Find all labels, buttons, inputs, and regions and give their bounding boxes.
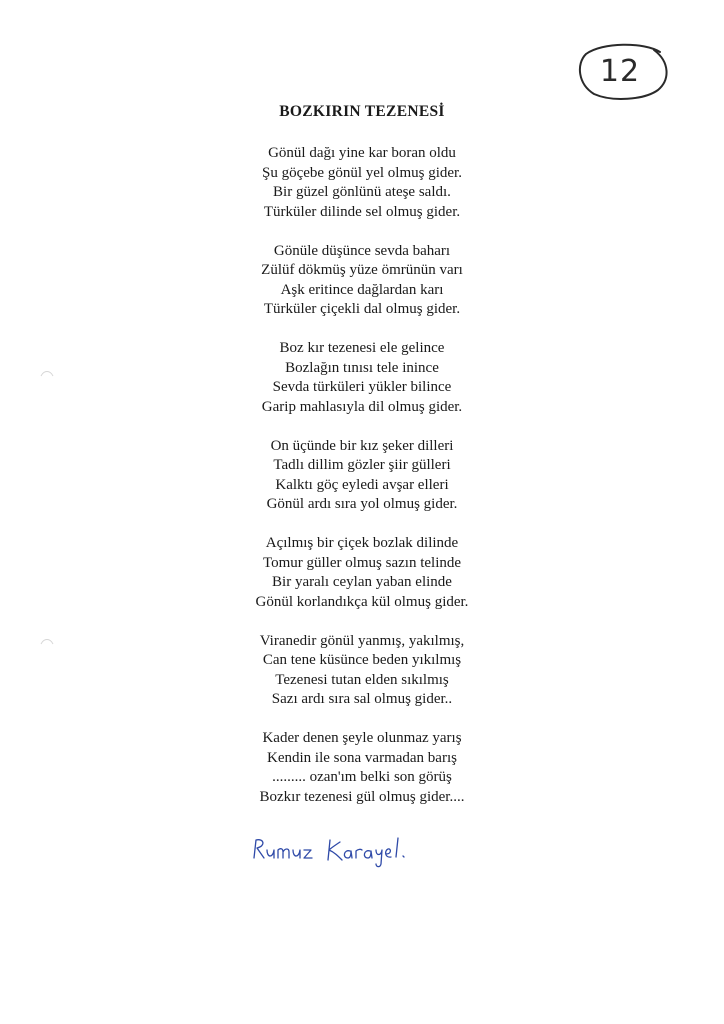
poem-line: Bozkır tezenesi gül olmuş gider.... xyxy=(259,788,465,805)
handwritten-signature xyxy=(250,834,410,870)
poem-line: Gönül korlandıkça kül olmuş gider. xyxy=(255,593,469,610)
poem-line: Bozlağın tınısı tele inince xyxy=(285,359,439,376)
poem-line: Tomur güller olmuş sazın telinde xyxy=(262,554,462,571)
poem-body xyxy=(0,144,724,827)
poem-line: On üçünde bir kız şeker dilleri xyxy=(270,437,454,454)
poem-title: BOZKIRIN TEZENESİ xyxy=(279,103,445,120)
poem-line: Kader denen şeyle olunmaz yarış xyxy=(262,730,462,746)
poem-line: Bir yaralı ceylan yaban elinde xyxy=(272,574,452,590)
poem-line: Viranedir gönül yanmış, yakılmış, xyxy=(259,632,465,649)
poem-line: Gönül ardı sıra yol olmuş gider. xyxy=(266,496,458,512)
poem-line: Türküler dilinde sel olmuş gider. xyxy=(263,203,461,220)
poem-line: Sazı ardı sıra sal olmuş gider.. xyxy=(271,691,453,707)
poem-line: Sevda türküleri yükler bilince xyxy=(272,379,452,395)
poem-line: Bir güzel gönlünü ateşe saldı. xyxy=(273,184,451,200)
poem-line: Boz kır tezenesi ele gelince xyxy=(279,340,445,356)
poem-line: Aşk eritince dağlardan karı xyxy=(280,281,444,298)
scan-artifact xyxy=(40,632,54,640)
poem-line: Tezenesi tutan elden sıkılmış xyxy=(275,671,449,688)
poem-line: Gönül dağı yine kar boran oldu xyxy=(268,145,456,161)
poem-line: Türküler çiçekli dal olmuş gider. xyxy=(263,301,461,317)
poem-line: Can tene küsünce beden yıkılmış xyxy=(262,652,462,668)
poem-line: Garip mahlasıyla dil olmuş gider. xyxy=(261,398,463,415)
poem-line: Tadlı dillim gözler şiir gülleri xyxy=(273,457,451,473)
poem-line: Zülüf dökmüş yüze ömrünün varı xyxy=(261,262,463,278)
page-number-mark xyxy=(574,38,674,104)
signature-icon xyxy=(250,834,410,870)
poem-line: Kalktı göç eyledi avşar elleri xyxy=(275,476,449,493)
poem-line: Kendin ile sona varmadan barış xyxy=(267,749,457,766)
stanza xyxy=(0,729,724,807)
stanza xyxy=(0,632,724,710)
stanza xyxy=(0,144,724,222)
stanza xyxy=(0,339,724,417)
poem-line: Gönüle düşünce sevda baharı xyxy=(273,242,451,259)
poem-line: ......... ozan'ım belki son görüş xyxy=(272,769,452,785)
page-number: 12 xyxy=(599,53,641,89)
stanza xyxy=(0,242,724,320)
stanza xyxy=(0,437,724,515)
scan-artifact xyxy=(40,364,54,372)
poem-line: Şu göçebe gönül yel olmuş gider. xyxy=(262,164,462,181)
poem-line: Açılmış bir çiçek bozlak dilinde xyxy=(265,535,459,551)
stanza xyxy=(0,534,724,612)
